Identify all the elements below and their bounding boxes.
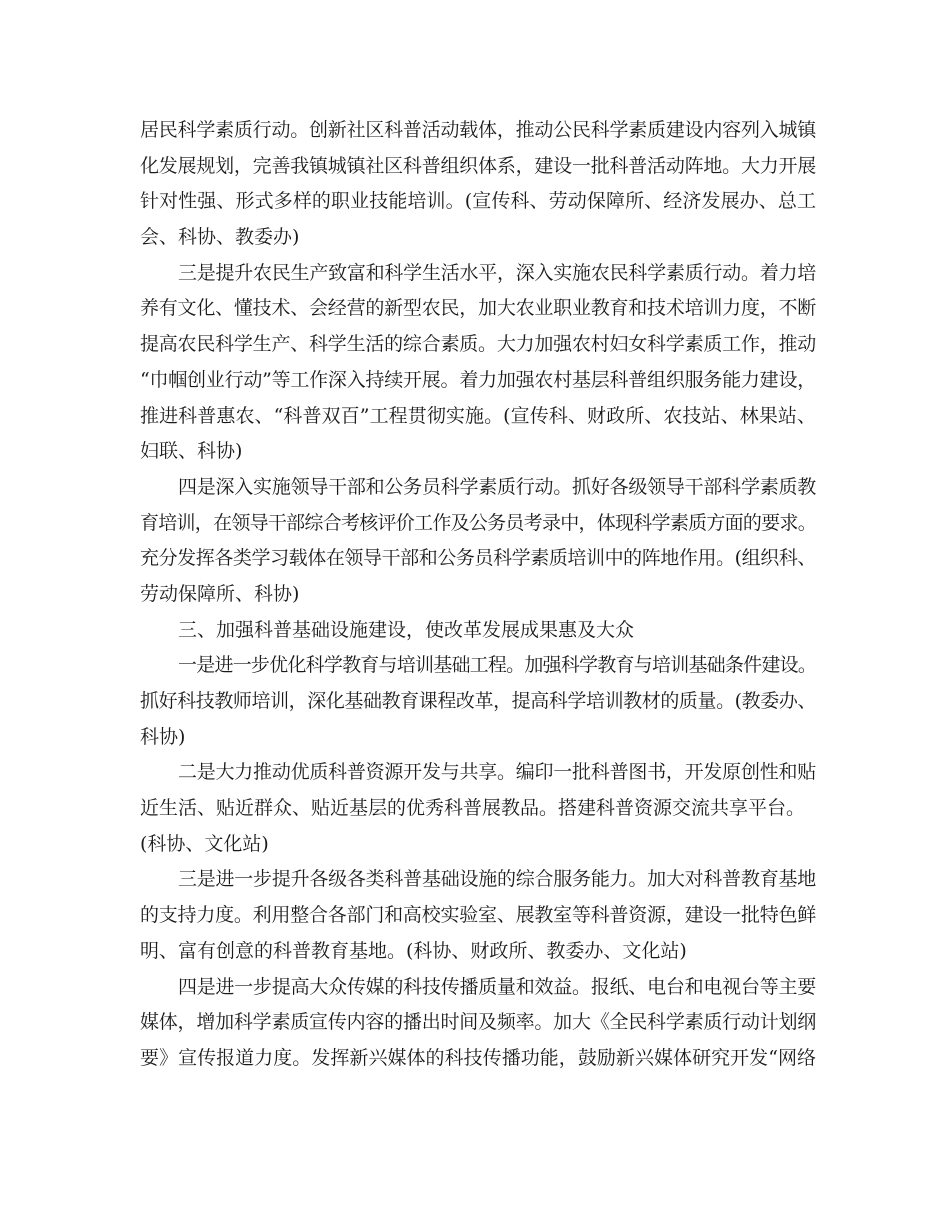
text-line: 一是进一步优化科学教育与培训基础工程。加强科学教育与培训基础条件建设。 [178,654,817,677]
text-line: 育培训，在领导干部综合考核评价工作及公务员考录中，体现科学素质方面的要求。 [140,511,816,534]
text-line: 要》宣传报道力度。发挥新兴媒体的科技传播功能，鼓励新兴媒体研究开发“网络 [140,1046,816,1069]
text-line: “巾帼创业行动”等工作深入持续开展。着力加强农村基层科普组织服务能力建设， [140,368,816,391]
text-line: 四是进一步提高大众传媒的科技传播质量和效益。报纸、电台和电视台等主要 [178,975,816,998]
text-line: 二是大力推动优质科普资源开发与共享。编印一批科普图书，开发原创性和贴 [178,761,816,784]
text-line: (科协、文化站) [140,832,269,855]
text-line: 劳动保障所、科协) [140,582,300,605]
text-line: 明、富有创意的科普教育基地。(科协、财政所、教委办、文化站) [140,939,687,962]
text-line: 近生活、贴近群众、贴近基层的优秀科普展教品。搭建科普资源交流共享平台。 [140,797,806,820]
text-line: 三是提升农民生产致富和科学生活水平，深入实施农民科学素质行动。着力培 [178,261,816,284]
text-line: 媒体，增加科学素质宣传内容的播出时间及频率。加大《全民科学素质行动计划纲 [140,1011,817,1034]
text-line: 居民科学素质行动。创新社区科普活动载体，推动公民科学素质建设内容列入城镇 [140,119,817,141]
document-body [140,113,816,1077]
text-line: 三、加强科普基础设施建设，使改革发展成果惠及大众 [178,618,635,641]
text-line: 妇联、科协) [140,440,243,463]
text-line: 的支持力度。利用整合各部门和高校实验室、展教室等科普资源，建设一批特色鲜 [140,904,817,927]
text-line: 针对性强、形式多样的职业技能培训。(宣传科、劳动保障所、经济发展办、总工 [140,190,816,213]
text-line: 科协) [140,725,186,748]
text-line: 三是进一步提升各级各类科普基础设施的综合服务能力。加大对科普教育基地 [178,868,816,891]
text-line: 化发展规划，完善我镇城镇社区科普组织体系，建设一批科普活动阵地。大力开展 [140,154,817,177]
text-line: 抓好科技教师培训，深化基础教育课程改革，提高科学培训教材的质量。(教委办、 [140,690,816,712]
text-line: 四是深入实施领导干部和公务员科学素质行动。抓好各级领导干部科学素质教 [178,475,816,498]
text-line: 会、科协、教委办) [140,226,300,249]
text-line: 养有文化、懂技术、会经营的新型农民，加大农业职业教育和技术培训力度，不断 [140,297,817,320]
text-line: 推进科普惠农、“科普双百”工程贯彻实施。(宣传科、财政所、农技站、林果站、 [140,404,816,427]
text-line: 提高农民科学生产、科学生活的综合素质。大力加强农村妇女科学素质工作，推动 [140,333,817,356]
text-line: 充分发挥各类学习载体在领导干部和公务员科学素质培训中的阵地作用。(组织科、 [140,547,816,570]
